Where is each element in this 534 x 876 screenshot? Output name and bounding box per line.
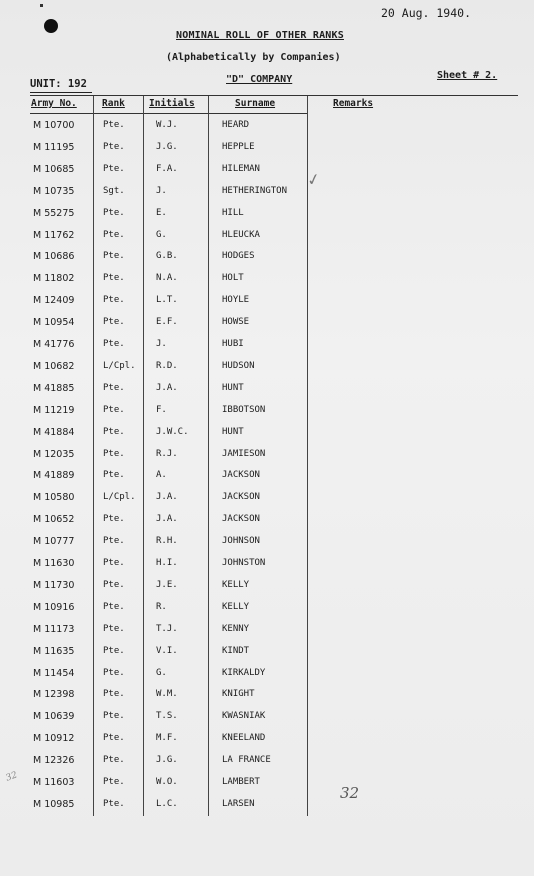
rank-cell: Pte. bbox=[103, 558, 125, 568]
rank-cell: Pte. bbox=[103, 623, 125, 634]
document-title: NOMINAL ROLL OF OTHER RANKS bbox=[176, 30, 344, 41]
army-number-cell: M 41884 bbox=[33, 426, 75, 438]
initials-cell: G. bbox=[156, 667, 167, 678]
rank-cell: Pte. bbox=[103, 711, 125, 722]
rank-cell: Pte. bbox=[103, 689, 125, 700]
initials-cell: J.G. bbox=[156, 141, 178, 152]
army-number-cell: M 12409 bbox=[33, 295, 75, 307]
table-row bbox=[0, 733, 534, 755]
rank-cell: Pte. bbox=[103, 448, 125, 459]
army-number-cell: M 11635 bbox=[33, 645, 75, 657]
table-row bbox=[0, 383, 534, 405]
rank-cell: Pte. bbox=[103, 141, 125, 152]
surname-cell: KWASNIAK bbox=[222, 711, 266, 722]
army-number-cell: M 12035 bbox=[33, 448, 75, 460]
header-underline bbox=[30, 113, 308, 114]
table-row bbox=[0, 427, 534, 449]
table-row bbox=[0, 668, 534, 690]
header-rule bbox=[30, 95, 518, 96]
company-label: "D" COMPANY bbox=[226, 74, 293, 85]
initials-cell: J.G. bbox=[156, 755, 178, 766]
table-row bbox=[0, 230, 534, 252]
initials-cell: L.T. bbox=[156, 295, 178, 306]
rank-cell: Pte. bbox=[103, 295, 125, 306]
surname-cell: LARSEN bbox=[222, 798, 255, 809]
surname-cell: HOLT bbox=[222, 273, 244, 284]
army-number-cell: M 11454 bbox=[33, 667, 75, 679]
army-number-cell: M 10985 bbox=[33, 798, 75, 810]
army-number-cell: M 11219 bbox=[33, 404, 75, 416]
army-number-cell: M 10954 bbox=[33, 317, 75, 329]
rank-cell: Pte. bbox=[103, 120, 125, 130]
surname-cell: HUBI bbox=[222, 339, 244, 349]
document-date: 20 Aug. 1940. bbox=[381, 6, 472, 20]
surname-cell: HUNT bbox=[222, 426, 244, 437]
table-row bbox=[0, 777, 534, 799]
initials-cell: W.J. bbox=[156, 120, 178, 130]
initials-cell: J. bbox=[156, 339, 167, 349]
initials-cell: J.E. bbox=[156, 579, 178, 590]
table-row bbox=[0, 492, 534, 514]
initials-cell: J.A. bbox=[156, 492, 178, 503]
corner-mark bbox=[40, 4, 43, 7]
table-row bbox=[0, 470, 534, 492]
initials-cell: W.M. bbox=[156, 689, 178, 700]
initials-cell: J. bbox=[156, 185, 167, 196]
surname-cell: HEPPLE bbox=[222, 141, 255, 152]
army-number-cell: M 41889 bbox=[33, 470, 75, 482]
initials-cell: N.A. bbox=[156, 273, 178, 284]
initials-cell: F. bbox=[156, 404, 167, 415]
army-number-cell: M 10685 bbox=[33, 163, 75, 175]
surname-cell: JACKSON bbox=[222, 492, 260, 503]
initials-cell: J.A. bbox=[156, 514, 178, 525]
surname-cell: IBBOTSON bbox=[222, 404, 266, 415]
column-header-surname: Surname bbox=[235, 98, 276, 109]
rank-cell: L/Cpl. bbox=[103, 492, 136, 503]
initials-cell: L.C. bbox=[156, 798, 178, 809]
rank-cell: Pte. bbox=[103, 470, 125, 481]
rank-cell: Pte. bbox=[103, 426, 125, 437]
initials-cell: W.O. bbox=[156, 777, 178, 787]
rank-cell: Pte. bbox=[103, 207, 125, 218]
surname-cell: HEARD bbox=[222, 120, 250, 130]
surname-cell: JACKSON bbox=[222, 470, 260, 481]
document-subtitle: (Alphabetically by Companies) bbox=[166, 52, 341, 63]
army-number-cell: M 11603 bbox=[33, 777, 75, 788]
table-row bbox=[0, 449, 534, 471]
table-row bbox=[0, 361, 534, 383]
army-number-cell: M 10682 bbox=[33, 360, 75, 372]
table-row bbox=[0, 536, 534, 558]
army-number-cell: M 11802 bbox=[33, 273, 75, 285]
initials-cell: F.A. bbox=[156, 163, 178, 174]
initials-cell: J.W.C. bbox=[156, 426, 189, 437]
surname-cell: HOWSE bbox=[222, 317, 250, 328]
table-row bbox=[0, 646, 534, 668]
army-number-cell: M 10912 bbox=[33, 733, 75, 745]
unit-underline bbox=[30, 92, 92, 93]
surname-cell: HUNT bbox=[222, 382, 244, 393]
table-row bbox=[0, 317, 534, 339]
surname-cell: HUDSON bbox=[222, 360, 255, 371]
army-number-cell: M 12326 bbox=[33, 755, 75, 767]
table-row bbox=[0, 405, 534, 427]
surname-cell: JOHNSON bbox=[222, 536, 260, 547]
initials-cell: R.H. bbox=[156, 536, 178, 547]
army-number-cell: M 10652 bbox=[33, 514, 75, 526]
table-row bbox=[0, 755, 534, 777]
column-header-army-no: Army No. bbox=[31, 98, 77, 109]
army-number-cell: M 11762 bbox=[33, 229, 75, 241]
initials-cell: G. bbox=[156, 229, 167, 240]
rank-cell: Pte. bbox=[103, 733, 125, 744]
rank-cell: Pte. bbox=[103, 382, 125, 393]
initials-cell: E. bbox=[156, 207, 167, 218]
table-row bbox=[0, 208, 534, 230]
unit-label: UNIT: 192 bbox=[30, 78, 87, 90]
army-number-cell: M 10777 bbox=[33, 536, 75, 548]
surname-cell: KINDT bbox=[222, 645, 250, 656]
rank-cell: Pte. bbox=[103, 404, 125, 415]
rank-cell: Pte. bbox=[103, 601, 125, 612]
surname-cell: HILEMAN bbox=[222, 163, 260, 174]
rank-cell: Pte. bbox=[103, 273, 125, 284]
surname-cell: KENNY bbox=[222, 623, 250, 634]
initials-cell: M.F. bbox=[156, 733, 178, 744]
surname-cell: HODGES bbox=[222, 251, 255, 262]
army-number-cell: M 10735 bbox=[33, 185, 75, 197]
surname-cell: HILL bbox=[222, 207, 244, 218]
table-row bbox=[0, 339, 534, 361]
initials-cell: R. bbox=[156, 601, 167, 612]
table-row bbox=[0, 514, 534, 536]
sheet-number: Sheet # 2. bbox=[437, 70, 498, 81]
army-number-cell: M 11630 bbox=[33, 558, 75, 569]
surname-cell: LA FRANCE bbox=[222, 755, 271, 766]
rank-cell: Pte. bbox=[103, 579, 125, 590]
army-number-cell: M 41776 bbox=[33, 339, 75, 350]
initials-cell: T.J. bbox=[156, 623, 178, 634]
initials-cell: H.I. bbox=[156, 558, 178, 568]
column-header-initials: Initials bbox=[149, 98, 195, 109]
rank-cell: Pte. bbox=[103, 339, 125, 349]
surname-cell: KIRKALDY bbox=[222, 667, 266, 678]
column-header-remarks: Remarks bbox=[333, 98, 374, 109]
surname-cell: HETHERINGTON bbox=[222, 185, 288, 196]
table-row bbox=[0, 558, 534, 580]
army-number-cell: M 12398 bbox=[33, 689, 75, 701]
army-number-cell: M 10700 bbox=[33, 120, 75, 131]
table-row bbox=[0, 142, 534, 164]
army-number-cell: M 55275 bbox=[33, 207, 75, 219]
rank-cell: Pte. bbox=[103, 755, 125, 766]
surname-cell: JOHNSTON bbox=[222, 558, 266, 568]
table-row bbox=[0, 295, 534, 317]
surname-cell: KNEELAND bbox=[222, 733, 266, 744]
initials-cell: R.J. bbox=[156, 448, 178, 459]
rank-cell: Sgt. bbox=[103, 185, 125, 196]
surname-cell: KELLY bbox=[222, 579, 250, 590]
rank-cell: Pte. bbox=[103, 798, 125, 809]
initials-cell: J.A. bbox=[156, 382, 178, 393]
initials-cell: E.F. bbox=[156, 317, 178, 328]
initials-cell: G.B. bbox=[156, 251, 178, 262]
rank-cell: Pte. bbox=[103, 645, 125, 656]
army-number-cell: M 10916 bbox=[33, 601, 75, 613]
initials-cell: A. bbox=[156, 470, 167, 481]
army-number-cell: M 11173 bbox=[33, 623, 75, 635]
handwritten-count: 32 bbox=[340, 784, 360, 802]
surname-cell: HOYLE bbox=[222, 295, 250, 306]
table-row bbox=[0, 120, 534, 142]
rank-cell: Pte. bbox=[103, 163, 125, 174]
rank-cell: Pte. bbox=[103, 777, 125, 787]
rank-cell: Pte. bbox=[103, 667, 125, 678]
table-row bbox=[0, 799, 534, 821]
initials-cell: T.S. bbox=[156, 711, 178, 722]
rank-cell: Pte. bbox=[103, 251, 125, 262]
rank-cell: Pte. bbox=[103, 229, 125, 240]
table-row bbox=[0, 273, 534, 295]
table-row bbox=[0, 602, 534, 624]
table-row bbox=[0, 580, 534, 602]
surname-cell: JAMIESON bbox=[222, 448, 266, 459]
punch-hole bbox=[44, 19, 58, 33]
army-number-cell: M 10686 bbox=[33, 251, 75, 263]
surname-cell: KELLY bbox=[222, 601, 250, 612]
initials-cell: V.I. bbox=[156, 645, 178, 656]
army-number-cell: M 41885 bbox=[33, 382, 75, 394]
table-row bbox=[0, 624, 534, 646]
army-number-cell: M 10580 bbox=[33, 492, 75, 504]
army-number-cell: M 10639 bbox=[33, 711, 75, 723]
column-header-rank: Rank bbox=[102, 98, 125, 109]
margin-handwritten-count: 32 bbox=[4, 770, 19, 784]
rank-cell: Pte. bbox=[103, 514, 125, 525]
army-number-cell: M 11730 bbox=[33, 579, 75, 591]
surname-cell: HLEUCKA bbox=[222, 229, 260, 240]
table-row bbox=[0, 164, 534, 186]
table-row bbox=[0, 689, 534, 711]
army-number-cell: M 11195 bbox=[33, 141, 75, 153]
surname-cell: LAMBERT bbox=[222, 777, 260, 787]
initials-cell: R.D. bbox=[156, 360, 178, 371]
surname-cell: KNIGHT bbox=[222, 689, 255, 700]
table-row bbox=[0, 711, 534, 733]
table-row bbox=[0, 251, 534, 273]
surname-cell: JACKSON bbox=[222, 514, 260, 525]
rank-cell: Pte. bbox=[103, 536, 125, 547]
table-row bbox=[0, 186, 534, 208]
rank-cell: L/Cpl. bbox=[103, 360, 136, 371]
rank-cell: Pte. bbox=[103, 317, 125, 328]
check-mark-annotation: ✓ bbox=[305, 168, 323, 191]
